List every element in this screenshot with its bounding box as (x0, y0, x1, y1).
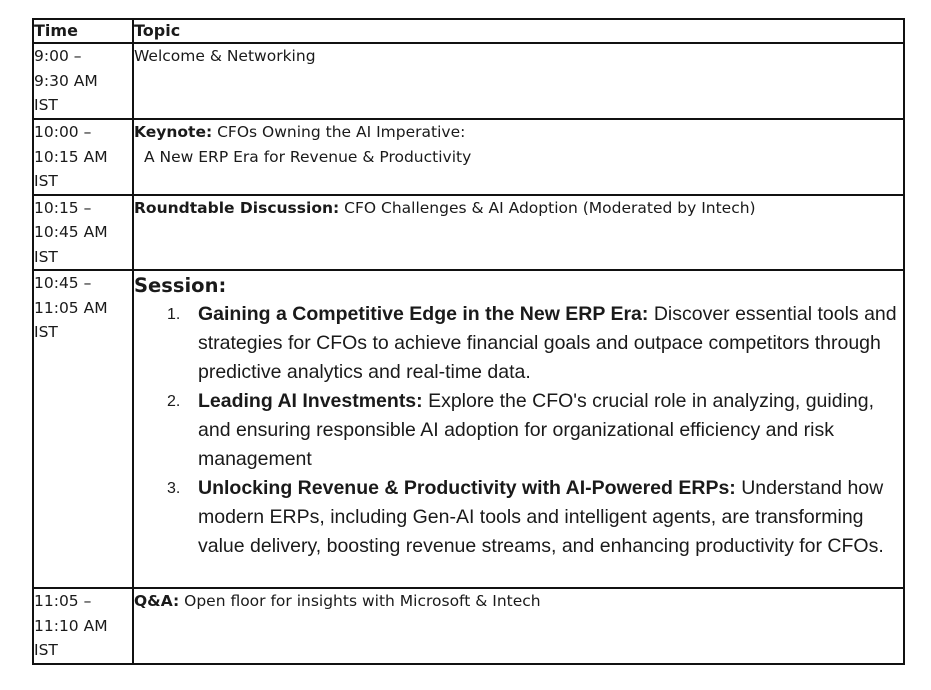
time-end: 9:30 AM (34, 71, 98, 90)
time-start: 9:00 – (34, 47, 82, 65)
time-cell (33, 43, 133, 119)
time-end: 10:15 AM (34, 147, 108, 166)
time-cell (33, 119, 133, 195)
table-row (33, 119, 904, 195)
item-number: 1. (167, 306, 181, 323)
time-column-header: Time (33, 19, 133, 43)
list-item (134, 300, 903, 387)
time-end: 10:45 AM (34, 223, 108, 241)
header-row (33, 19, 904, 43)
item-text: Discover essential tools and strategies for CFOs to achieve financial goals and outpace competitors through predictive analytics and real-time data. (198, 303, 897, 383)
topic-cell (133, 119, 904, 195)
item-text: Understand how modern ERPs, including Gen-AI tools and intelligent agents, are transforming value delivery, boosting revenue streams, and enhancing productivity for CFOs. (198, 477, 884, 557)
session-list (134, 300, 903, 561)
item-title: Gaining a Competitive Edge in the New ERP Era: (198, 303, 649, 325)
time-start: 11:05 – (34, 592, 92, 610)
item-title: Leading AI Investments: (198, 390, 423, 412)
time-zone: IST (34, 247, 58, 266)
time-cell (33, 195, 133, 271)
time-end: 11:10 AM (34, 616, 108, 635)
item-number: 2. (167, 393, 181, 410)
time-start: 10:00 – (34, 123, 92, 141)
table-row (33, 195, 904, 271)
topic-label: Keynote: (134, 123, 213, 141)
time-zone: IST (34, 641, 58, 659)
time-end: 11:05 AM (34, 298, 108, 317)
time-zone: IST (34, 323, 58, 341)
topic-cell (133, 588, 904, 664)
topic-subtitle: A New ERP Era for Revenue & Productivity (144, 148, 472, 166)
topic-text: Open floor for insights with Microsoft & Intech (179, 592, 541, 610)
session-heading: Session: (134, 274, 227, 297)
topic-cell (133, 195, 904, 271)
item-title: Unlocking Revenue & Productivity with AI-Powered ERPs: (198, 477, 736, 499)
time-start: 10:15 – (34, 198, 92, 217)
topic-cell (133, 43, 904, 119)
item-text: Explore the CFO's crucial role in analyzing, guiding, and ensuring responsible AI adoption for organizational efficiency and risk management (198, 390, 875, 470)
topic-text: Welcome & Networking (134, 47, 316, 65)
topic-text: CFOs Owning the AI Imperative: (212, 123, 466, 141)
agenda-table (32, 18, 905, 665)
table-row (33, 588, 904, 664)
list-item (134, 474, 903, 561)
topic-label: Q&A: (134, 592, 180, 610)
time-cell (33, 588, 133, 664)
table-row (33, 270, 904, 588)
topic-label: Roundtable Discussion: (134, 198, 340, 217)
time-cell (33, 270, 133, 588)
time-zone: IST (34, 172, 58, 190)
time-start: 10:45 – (34, 274, 92, 292)
topic-text: CFO Challenges & AI Adoption (Moderated by Intech) (339, 198, 756, 217)
item-number: 3. (167, 480, 181, 497)
topic-column-header: Topic (133, 19, 904, 43)
topic-cell (133, 270, 904, 588)
table-row (33, 43, 904, 119)
time-zone: IST (34, 96, 58, 114)
list-item (134, 387, 903, 474)
